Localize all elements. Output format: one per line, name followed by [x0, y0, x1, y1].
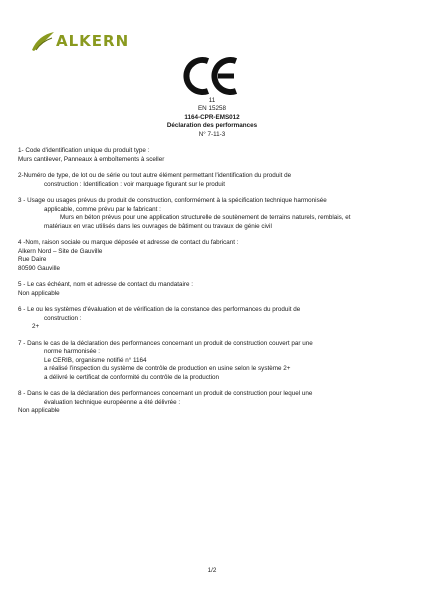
section-value: Alkern Nord – Site de Gauville: [18, 247, 103, 255]
section-heading-cont: applicable, comme prévu par le fabricant :: [44, 205, 161, 213]
document-title: Déclaration des performances: [166, 122, 258, 130]
ce-mark-icon: [182, 55, 242, 97]
section-6: [18, 306, 412, 332]
declaration-header: [0, 97, 424, 139]
section-value: Murs cantilever, Panneaux à emboîtements à sceller: [18, 155, 165, 163]
alkern-logo: [30, 30, 129, 52]
section-8: [18, 390, 412, 416]
section-4: [18, 239, 412, 273]
section-heading: 3 - Usage ou usages prévus du produit de construction, conformément à la spécification technique harmonisée: [18, 197, 327, 204]
section-heading-cont: construction :: [44, 314, 82, 322]
brand-name: ALKERN: [56, 31, 130, 50]
section-heading: 1- Code d'identification unique du produit type :: [18, 147, 150, 154]
reference: 1164-CPR-EMS012: [184, 113, 240, 121]
section-7: [18, 340, 412, 383]
section-heading: 2-Numéro de type, de lot ou de série ou tout autre élément permettant l'identification du produit de: [18, 172, 292, 179]
section-2: [18, 172, 412, 189]
section-heading: 5 - Le cas échéant, nom et adresse de contact du mandataire :: [18, 281, 194, 288]
section-heading-cont: évaluation technique européenne a été délivrée :: [44, 398, 181, 406]
section-heading-cont: construction : Identification : voir marquage figurant sur le produit: [44, 180, 225, 188]
declaration-number: N° 7-11-3: [198, 130, 226, 138]
section-value: Non applicable: [18, 407, 60, 414]
standard: EN 15258: [197, 105, 226, 113]
section-heading: 8 - Dans le cas de la déclaration des performances concernant un produit de construction pour lequel une: [18, 390, 313, 397]
section-heading: 7 - Dans le cas de la déclaration des performances concernant un produit de construction couvert par une: [18, 339, 313, 347]
section-heading: 4 -Nom, raison sociale ou marque déposée et adresse de contact du fabricant :: [18, 239, 239, 246]
section-heading: 6 - Le ou les systèmes d'évaluation et de vérification de la constance des performances du produit de: [18, 306, 301, 313]
section-value: 80590 Gauville: [18, 264, 61, 272]
section-value: Rue Daire: [18, 256, 47, 263]
section-heading-cont: norme harmonisée :: [44, 348, 100, 355]
section-1: [18, 147, 412, 164]
alkern-leaf-icon: [30, 30, 56, 52]
section-value: 2+: [32, 323, 40, 330]
notified-body-number: 11: [208, 97, 216, 104]
section-detail: Le CERIB, organisme notifié n° 1164: [44, 356, 147, 364]
section-3: [18, 197, 412, 231]
section-detail: Murs en béton prévus pour une application structurelle de soutènement de terrains naturels, remblais, et: [60, 214, 351, 221]
declaration-body: [18, 147, 412, 424]
page-number: 1/2: [207, 567, 217, 574]
section-5: [18, 281, 412, 298]
section-detail: a délivré le certificat de conformité du contrôle de la production: [44, 373, 220, 381]
section-detail: a réalisé l'inspection du système de contrôle de production en usine selon le système 2+: [44, 365, 291, 372]
section-value: Non applicable: [18, 289, 60, 297]
section-detail: matériaux en vrac utilisés dans les ouvrages de bâtiment ou travaux de génie civil: [44, 222, 272, 230]
